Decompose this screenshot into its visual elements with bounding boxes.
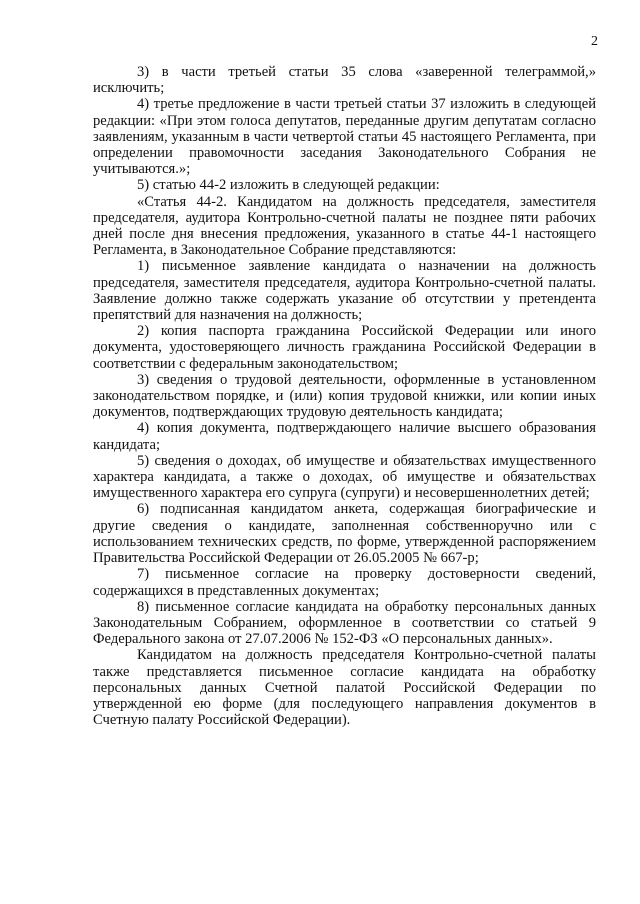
list-item-3: 3) сведения о трудовой деятельности, оформленные в установленном законодательством порядке, и (или) копия трудовой книжки, или копии иных документов, подтверждающих трудовую деятельность кандидата;	[93, 371, 596, 421]
closing-paragraph: Кандидатом на должность председателя Контрольно-счетной палаты также представляется письменное согласие кандидата на обработку персональных данных Счетной палатой Российской Федерации по утвержденной ею форме (для последующего направления документов в Счетную палату Российской Федерации).	[93, 647, 596, 729]
list-item-7: 7) письменное согласие на проверку достоверности сведений, содержащихся в представленных документах;	[93, 566, 596, 599]
list-item-8: 8) письменное согласие кандидата на обработку персональных данных Законодательным Собранием, оформленное в соответствии со статьей 9 Федерального закона от 27.07.2006 № 152-ФЗ «О персональных данных».	[93, 598, 596, 648]
paragraph-item-4: 4) третье предложение в части третьей статьи 37 изложить в следующей редакции: «При этом голоса депутатов, переданные другим депутатам согласно заявлениям, указанным в части четвертой статьи 45 настоящего Регламента, при определении правомочности заседания Законодательного Собрания не учитываются.»;	[93, 96, 596, 178]
list-item-2: 2) копия паспорта гражданина Российской Федерации или иного документа, удостоверяющего личность гражданина Российской Федерации в соответствии с федеральным законодательством;	[93, 323, 596, 372]
page-number: 2	[591, 34, 598, 49]
list-item-4: 4) копия документа, подтверждающего наличие высшего образования кандидата;	[93, 420, 596, 453]
list-item-1: 1) письменное заявление кандидата о назначении на должность председателя, заместителя председателя, аудитора Контрольно-счетной палаты. Заявление должно также содержать указание об отсутствии у претендента препятствий для назначения на должность;	[93, 258, 596, 324]
list-item-6: 6) подписанная кандидатом анкета, содержащая биографические и другие сведения о кандидате, заполненная собственноручно или с использованием технических средств, по форме, утвержденной распоряжением Правительства Российской Федерации от 26.05.2005 № 667-р;	[93, 501, 596, 567]
paragraph-item-5: 5) статью 44-2 изложить в следующей редакции:	[137, 177, 440, 194]
paragraph-item-3: 3) в части третьей статьи 35 слова «заверенной телеграммой,» исключить;	[93, 64, 596, 97]
list-item-5: 5) сведения о доходах, об имуществе и обязательствах имущественного характера кандидата, а также о доходах, об имуществе и обязательствах имущественного характера его супруга (супруги) и несовершеннолетних детей;	[93, 452, 596, 502]
article-44-2-intro: «Статья 44-2. Кандидатом на должность председателя, заместителя председателя, аудитора Контрольно-счетной палаты не позднее пяти рабочих дней после дня внесения предложения, указанного в статье 44-1 настоящего Регламента, в Законодательное Собрание представляются:	[93, 193, 596, 259]
document-body	[93, 64, 596, 728]
